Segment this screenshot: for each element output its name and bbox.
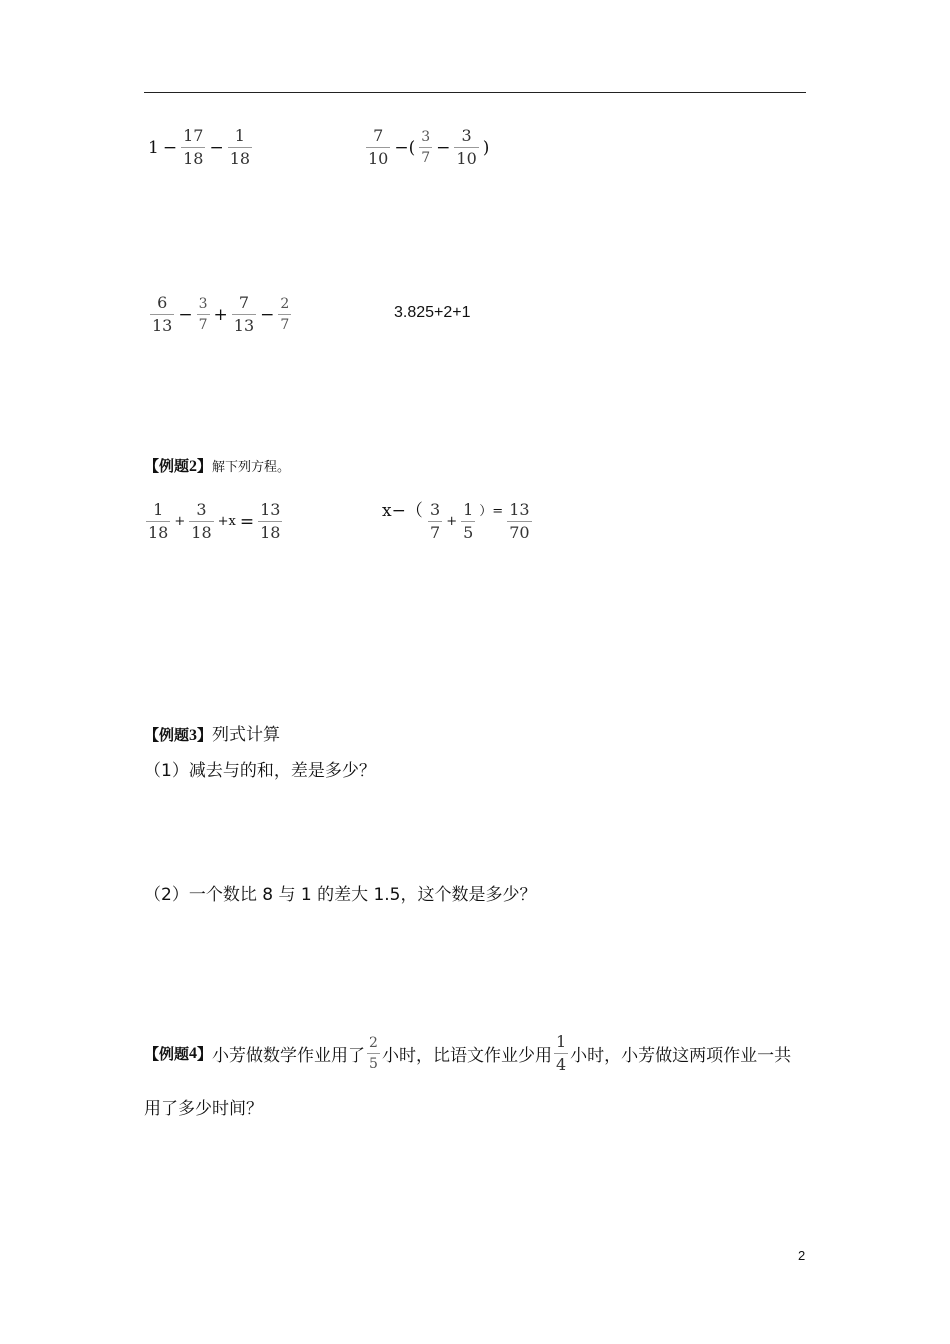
fraction: $\frac{3}{7}$ [430,500,441,542]
expression-3 [148,295,293,334]
expression-4: 3.825+2+1 [394,304,471,321]
example-4-line-2: 用了多少时间？ [144,1099,263,1119]
fraction: $\frac{3}{10}$ [456,126,477,168]
example-number: 3 [189,727,198,744]
close-paren-equals: ）= [479,504,504,519]
equation-2-lead: x−（ [382,501,423,521]
fraction: $\frac{1}{18}$ [148,500,169,542]
fraction: $\frac{1}{5}$ [463,500,474,542]
page-number: 2 [798,1248,806,1263]
minus-sign: − [260,304,275,325]
fraction: $\frac{6}{13}$ [152,293,173,335]
example-4-line-1 [144,1034,791,1073]
example-label: 【例题 [144,726,190,744]
plus-x: +x [217,514,236,529]
equals-sign: = [239,511,255,532]
fraction: $\frac{17}{18}$ [183,126,204,168]
fraction: $\frac{7}{10}$ [368,126,389,168]
leading-one: 1 [148,137,159,158]
equation-1 [144,502,284,541]
example-number: 2 [189,458,198,475]
fraction: $\frac{3}{7}$ [198,296,208,333]
fraction: $\frac{3}{7}$ [421,129,431,166]
plus-sign: + [446,514,458,529]
example-instruction: 解下列方程。 [212,460,291,475]
fraction: $\frac{2}{5}$ [369,1035,378,1072]
expression-1 [146,128,254,167]
example-label: 【例题 [144,457,190,475]
header-rule [144,92,806,93]
question-1: （1）减去与的和，差是多少？ [144,761,376,781]
example-label: 【例题 [144,1045,190,1063]
minus-sign: − [162,137,178,158]
minus-paren: −( [394,137,416,158]
expression-2 [364,128,491,167]
example-label-close: 】 [197,457,213,475]
problem-text: 小芳做数学作业用了 [212,1046,366,1066]
problem-text: 小时，小芳做这两项作业一共 [570,1046,792,1066]
example-number: 4 [189,1044,198,1062]
problem-text: 小时，比语文作业少用 [381,1046,552,1066]
example-label-close: 】 [197,1045,213,1063]
question-2: （2）一个数比 8 与 1 的差大 1.5，这个数是多少？ [144,885,537,905]
fraction: $\frac{1}{18}$ [229,126,251,168]
equation-2 [426,502,534,541]
minus-sign: − [178,304,193,325]
plus-sign: + [213,304,228,325]
plus-sign: + [174,514,186,529]
fraction: $\frac{7}{13}$ [233,293,255,335]
fraction: $\frac{1}{4}$ [555,1032,567,1074]
example-label-close: 】 [197,726,213,744]
example-3-heading [144,720,280,745]
example-2-heading [144,455,290,476]
fraction: $\frac{13}{70}$ [509,500,530,542]
close-paren: ) [482,137,490,158]
minus-sign: − [209,137,224,158]
example-instruction: 列式计算 [212,725,281,745]
minus-sign: − [436,137,451,158]
fraction: $\frac{3}{18}$ [191,500,212,542]
fraction: $\frac{13}{18}$ [260,500,281,542]
fraction: $\frac{2}{7}$ [280,296,290,333]
